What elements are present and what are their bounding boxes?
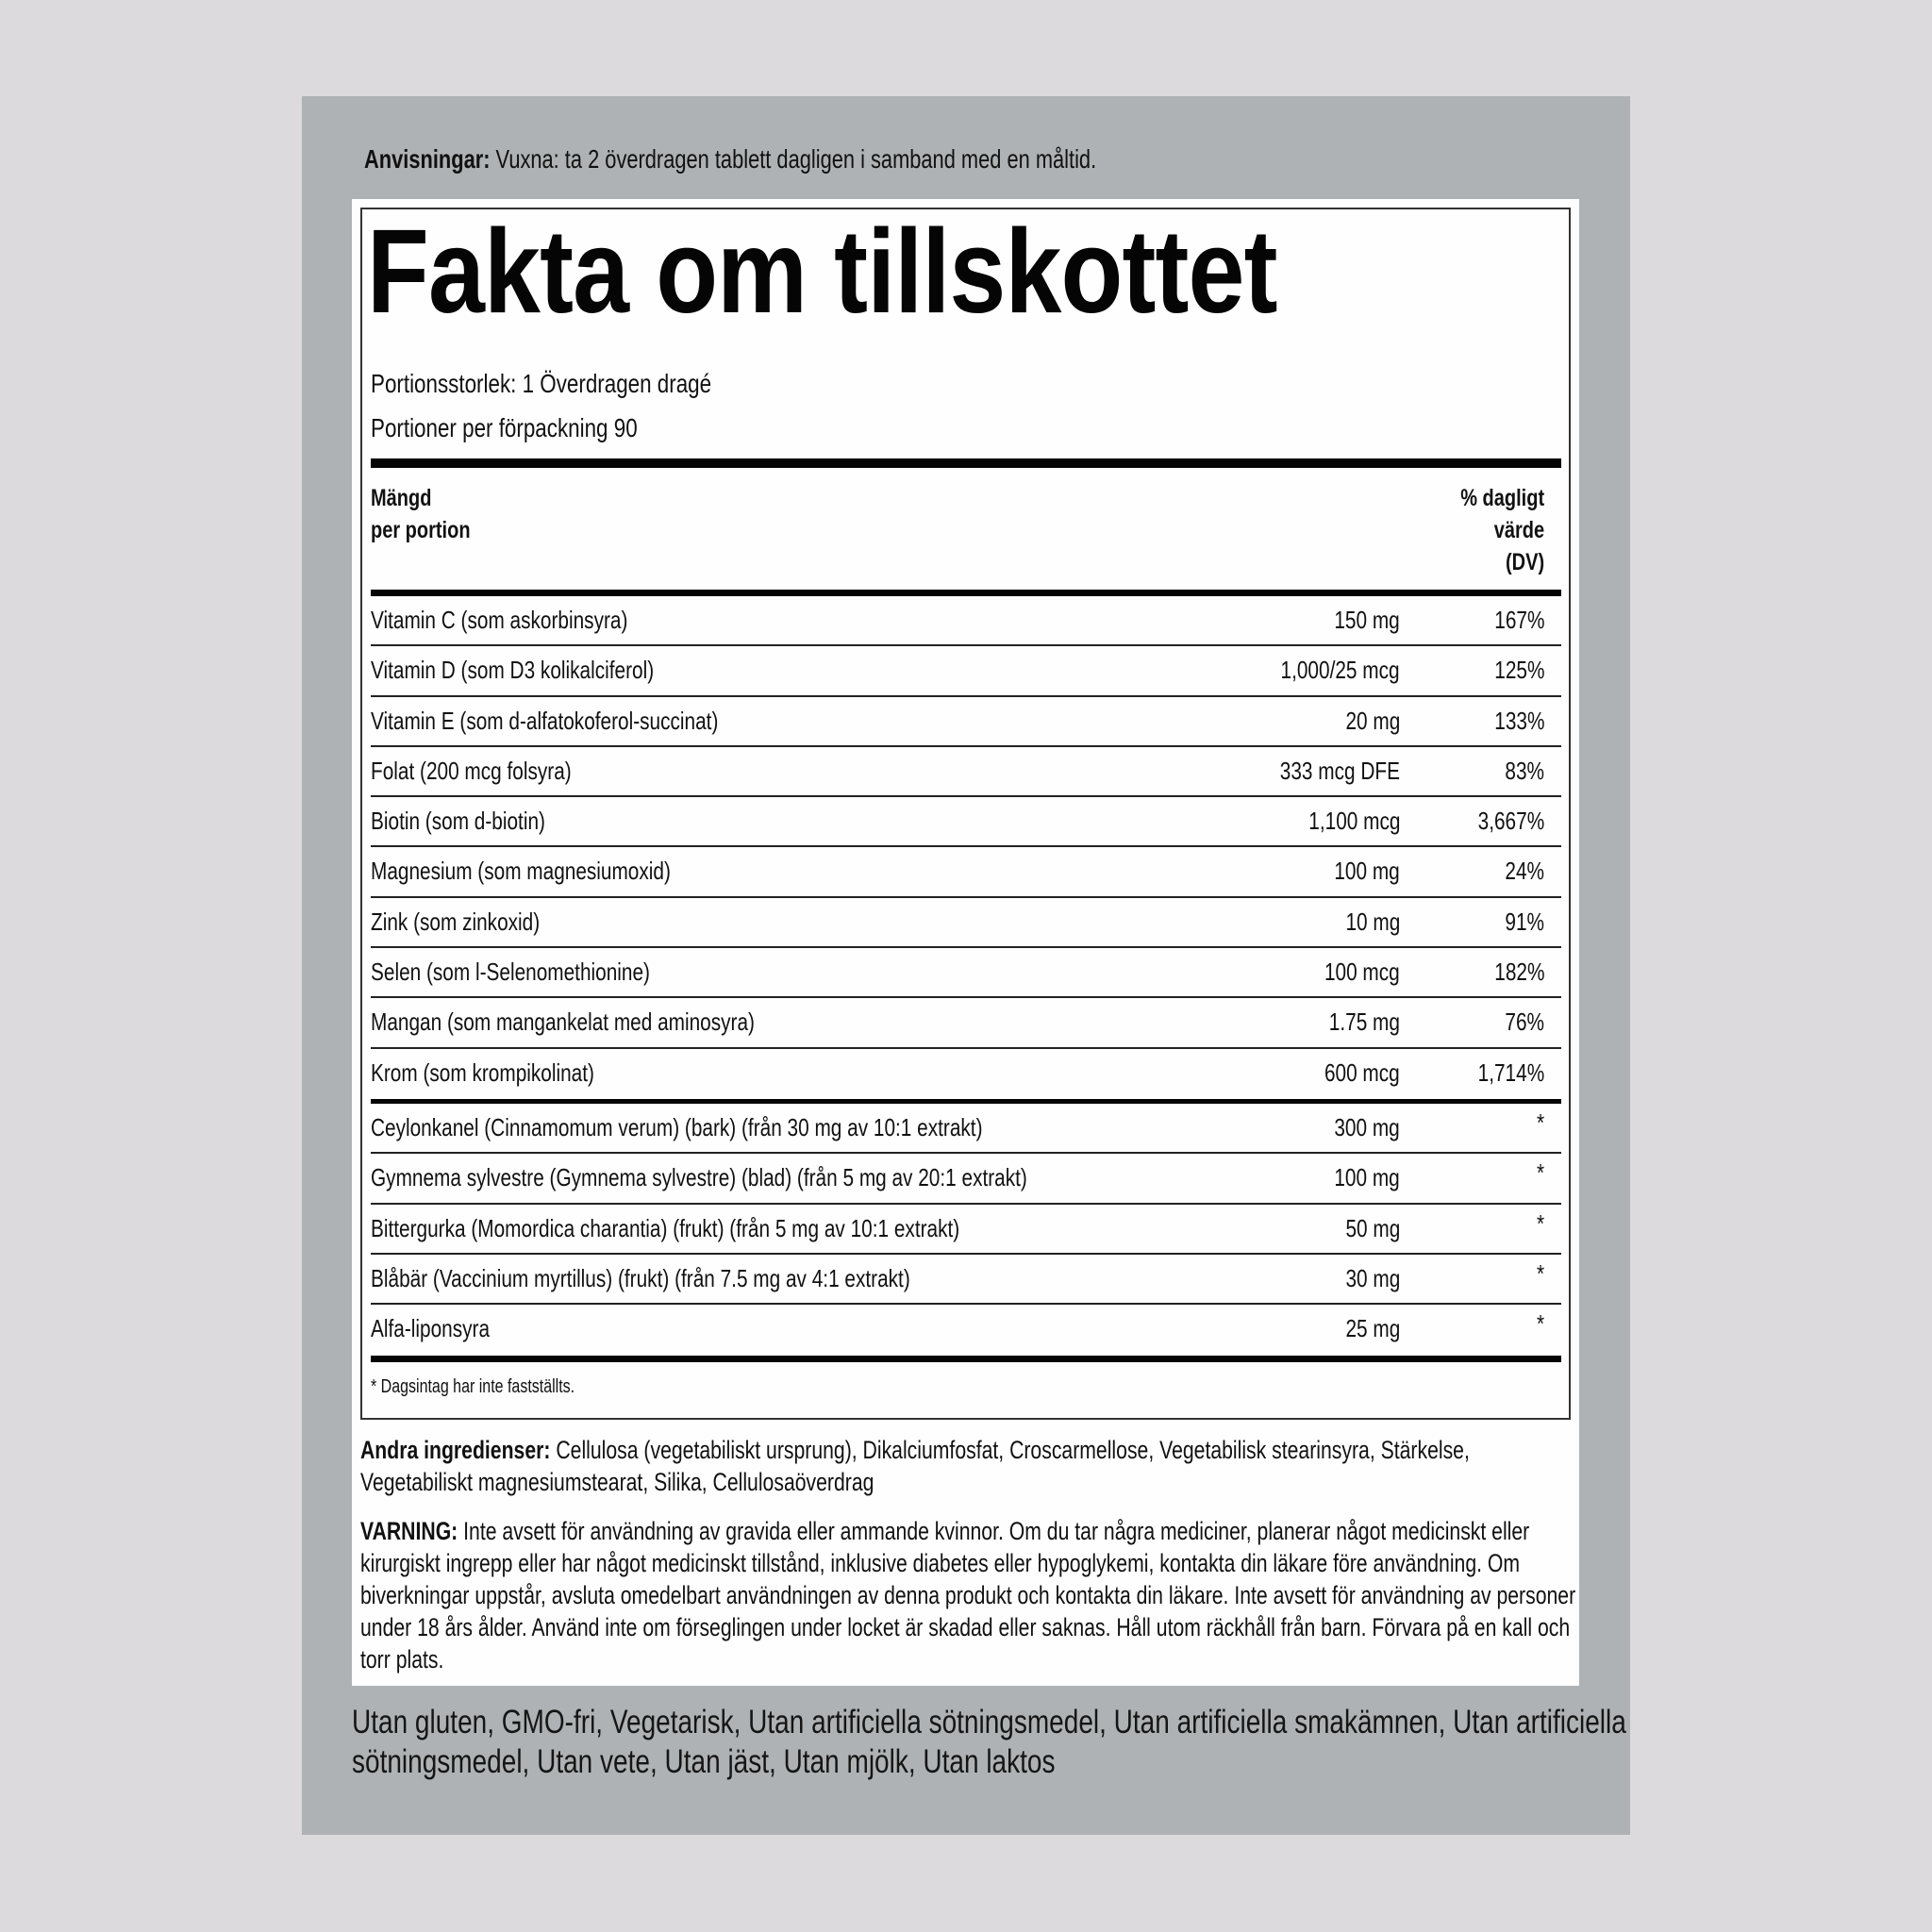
nutrient-amount: 1,100 mcg bbox=[1307, 807, 1400, 836]
nutrient-dv: 3,667% bbox=[1477, 807, 1544, 836]
nutrient-name: Selen (som l-Selenomethionine) bbox=[371, 958, 650, 987]
table-row bbox=[371, 1104, 1561, 1154]
table-row bbox=[371, 948, 1561, 998]
dv-header-line1: % dagligt bbox=[1460, 485, 1544, 511]
directions-label: Anvisningar: bbox=[364, 144, 491, 174]
warning-label: VARNING: bbox=[360, 1517, 458, 1545]
header-divider bbox=[371, 590, 1561, 596]
table-row bbox=[371, 847, 1561, 897]
bottom-divider bbox=[371, 1356, 1561, 1362]
ingredient-dv: * bbox=[1536, 1108, 1544, 1137]
ingredient-dv: * bbox=[1536, 1208, 1544, 1238]
ingredient-name: Ceylonkanel (Cinnamomum verum) (bark) (från 30 mg av 10:1 extrakt) bbox=[371, 1113, 983, 1141]
nutrient-name: Vitamin C (som askorbinsyra) bbox=[371, 606, 628, 634]
other-actives-table bbox=[371, 1104, 1561, 1355]
table-row bbox=[371, 797, 1561, 847]
nutrient-amount: 20 mg bbox=[1345, 706, 1400, 735]
nutrient-dv: 133% bbox=[1493, 706, 1544, 735]
ingredient-name: Alfa-liponsyra bbox=[371, 1314, 491, 1343]
ingredient-name: Blåbär (Vaccinium myrtillus) (frukt) (från 7.5 mg av 4:1 extrakt) bbox=[371, 1263, 910, 1292]
nutrient-amount: 100 mg bbox=[1334, 857, 1400, 886]
other-ingredients bbox=[360, 1434, 1583, 1498]
nutrient-name: Krom (som krompikolinat) bbox=[371, 1058, 594, 1087]
table-row bbox=[371, 697, 1561, 747]
serving-size: Portionsstorlek: 1 Överdragen dragé bbox=[371, 369, 712, 398]
ingredient-amount: 50 mg bbox=[1345, 1213, 1400, 1242]
table-row bbox=[371, 1205, 1561, 1255]
directions-text: Vuxna: ta 2 överdragen tablett dagligen i samband med en måltid. bbox=[490, 144, 1097, 174]
amount-header-line2: per portion bbox=[371, 517, 471, 543]
nutrient-name: Vitamin E (som d-alfatokoferol-succinat) bbox=[371, 706, 719, 735]
nutrient-amount: 1,000/25 mcg bbox=[1280, 656, 1400, 685]
ingredient-amount: 300 mg bbox=[1334, 1113, 1400, 1141]
directions bbox=[364, 143, 1096, 175]
ingredient-dv: * bbox=[1536, 1258, 1544, 1288]
table-row bbox=[371, 898, 1561, 948]
nutrient-dv: 76% bbox=[1505, 1008, 1544, 1037]
nutrient-amount: 100 mcg bbox=[1324, 958, 1400, 987]
nutrient-dv: 91% bbox=[1505, 907, 1544, 936]
nutrient-name: Biotin (som d-biotin) bbox=[371, 807, 545, 836]
amount-header-line1: Mängd bbox=[371, 485, 432, 511]
vitamins-minerals-table bbox=[371, 596, 1561, 1099]
footnote: * Dagsintag har inte fastställts. bbox=[371, 1376, 575, 1397]
table-row bbox=[371, 1154, 1561, 1204]
table-row bbox=[371, 596, 1561, 646]
nutrient-name: Folat (200 mcg folsyra) bbox=[371, 756, 572, 785]
nutrient-amount: 150 mg bbox=[1334, 606, 1400, 634]
other-ingredients-label: Andra ingredienser: bbox=[360, 1436, 551, 1464]
thick-divider bbox=[371, 458, 1561, 468]
nutrient-amount: 333 mcg DFE bbox=[1279, 756, 1400, 785]
dv-header bbox=[1460, 482, 1544, 578]
table-row bbox=[371, 998, 1561, 1048]
ingredient-amount: 30 mg bbox=[1345, 1263, 1400, 1292]
nutrient-name: Vitamin D (som D3 kolikalciferol) bbox=[371, 656, 655, 685]
nutrient-dv: 83% bbox=[1505, 756, 1544, 785]
other-ingredients-text: Cellulosa (vegetabiliskt ursprung), Dikalciumfosfat, Croscarmellose, Vegetabilisk stearinsyra, Stärkelse, Vegetabiliskt magnesiumstearat, Silika, Cellulosaöverdrag bbox=[360, 1436, 1470, 1496]
nutrient-dv: 24% bbox=[1505, 857, 1544, 886]
nutrient-amount: 10 mg bbox=[1345, 907, 1400, 936]
warning-text: Inte avsett för användning av gravida eller ammande kvinnor. Om du tar några mediciner, planerar något medicinskt eller kirurgiskt ingrepp eller har något medicinskt tillstånd, inklusive diabetes eller hypoglykemi, kontakta din läkare före användning. Om biverkningar uppstår, avsluta omedelbart användningen av denna produkt och kontakta din läkare. Inte avsett för användning av personer under 18 års ålder. Använd inte om förseglingen under locket är skadad eller saknas. Håll utom räckhåll från barn. Förvara på en kall och torr plats. bbox=[360, 1517, 1576, 1674]
table-row bbox=[371, 747, 1561, 797]
table-row bbox=[371, 646, 1561, 696]
table-row bbox=[371, 1255, 1561, 1305]
nutrient-dv: 125% bbox=[1493, 656, 1544, 685]
ingredient-name: Bittergurka (Momordica charantia) (frukt) (från 5 mg av 10:1 extrakt) bbox=[371, 1213, 960, 1242]
table-row bbox=[371, 1049, 1561, 1099]
nutrient-dv: 1,714% bbox=[1477, 1058, 1544, 1087]
amount-header bbox=[371, 482, 471, 546]
ingredient-name: Gymnema sylvestre (Gymnema sylvestre) (blad) (från 5 mg av 20:1 extrakt) bbox=[371, 1163, 1027, 1192]
nutrient-name: Mangan (som mangankelat med aminosyra) bbox=[371, 1008, 755, 1037]
ingredient-dv: * bbox=[1536, 1158, 1544, 1188]
servings-per-container: Portioner per förpackning 90 bbox=[371, 413, 638, 442]
nutrient-amount: 1.75 mg bbox=[1328, 1008, 1400, 1037]
ingredient-dv: * bbox=[1536, 1309, 1544, 1339]
ingredient-amount: 100 mg bbox=[1334, 1163, 1400, 1192]
facts-title: Fakta om tillskottet bbox=[367, 205, 1277, 338]
nutrient-dv: 167% bbox=[1493, 606, 1544, 634]
product-claims: Utan gluten, GMO-fri, Vegetarisk, Utan artificiella sötningsmedel, Utan artificiella smakämnen, Utan artificiella sötningsmedel, Utan vete, Utan jäst, Utan mjölk, Utan laktos bbox=[352, 1704, 1626, 1780]
nutrient-dv: 182% bbox=[1493, 958, 1544, 987]
dv-header-line3: (DV) bbox=[1505, 549, 1544, 575]
nutrient-name: Zink (som zinkoxid) bbox=[371, 907, 541, 936]
warning bbox=[360, 1515, 1583, 1675]
nutrient-name: Magnesium (som magnesiumoxid) bbox=[371, 857, 671, 886]
nutrient-amount: 600 mcg bbox=[1324, 1058, 1400, 1087]
dv-header-line2: värde bbox=[1493, 517, 1544, 543]
ingredient-amount: 25 mg bbox=[1345, 1314, 1400, 1343]
table-row bbox=[371, 1305, 1561, 1355]
